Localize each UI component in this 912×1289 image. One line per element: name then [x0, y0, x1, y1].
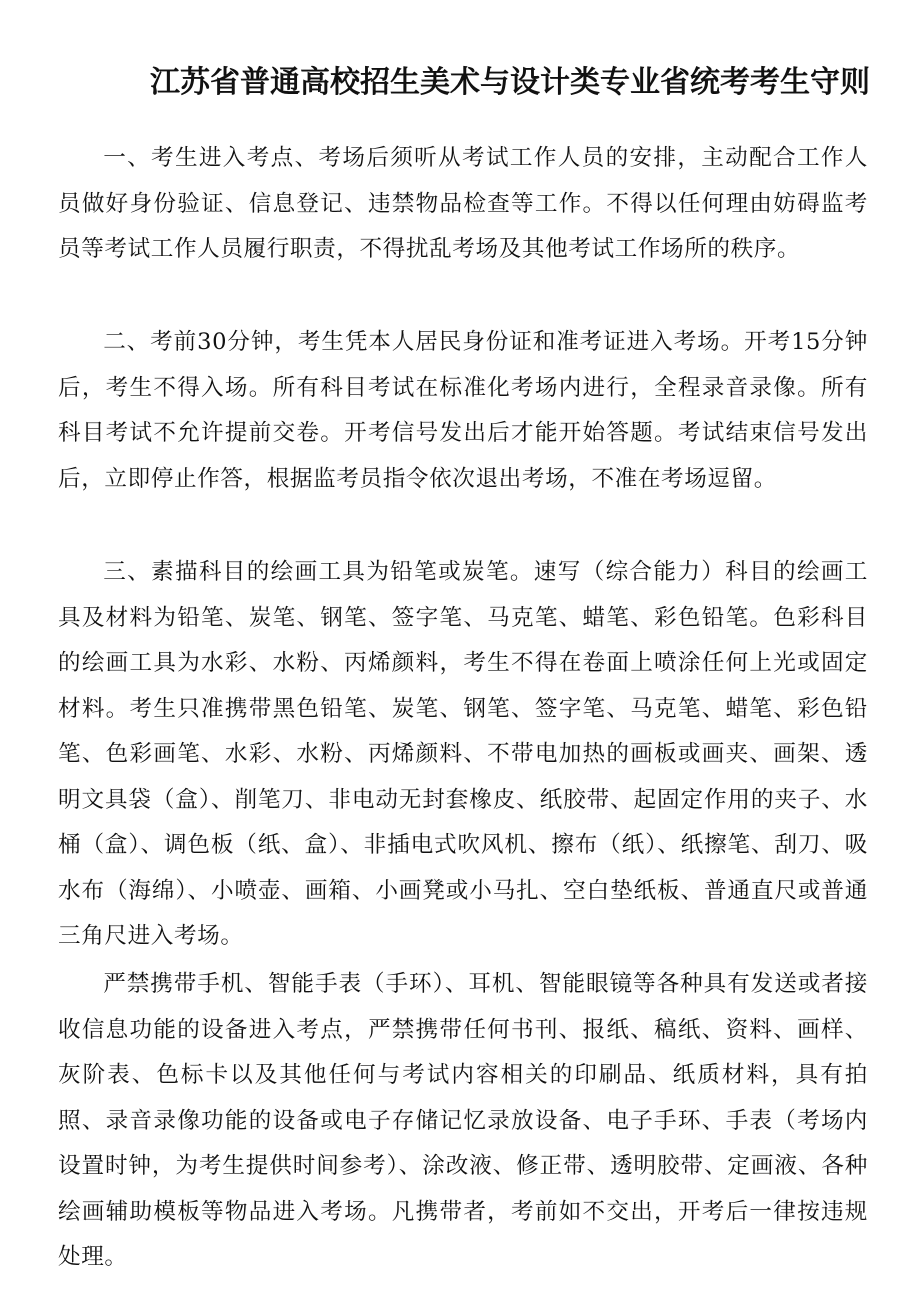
rule-paragraph-1: 一、考生进入考点、考场后须听从考试工作人员的安排，主动配合工作人员做好身份验证、信息登记、违禁物品检查等工作。不得以任何理由妨碍监考员等考试工作人员履行职责，不得扰乱考场及其他考试工作场所的秩序。: [58, 145, 868, 262]
rule-paragraph-2: 二、考前30分钟，考生凭本人居民身份证和准考证进入考场。开考15分钟后，考生不得入场。所有科目考试在标准化考场内进行，全程录音录像。所有科目考试不允许提前交卷。开考信号发出后才能开始答题。考试结束信号发出后，立即停止作答，根据监考员指令依次退出考场，不准在考场逗留。: [58, 329, 868, 492]
rule-paragraph-3: 三、素描科目的绘画工具为铅笔或炭笔。速写（综合能力）科目的绘画工具及材料为铅笔、炭笔、钢笔、签字笔、马克笔、蜡笔、彩色铅笔。色彩科目的绘画工具为水彩、水粉、丙烯颜料，考生不得在卷面上喷涂任何上光或固定材料。考生只准携带黑色铅笔、炭笔、钢笔、签字笔、马克笔、蜡笔、彩色铅笔、色彩画笔、水彩、水粉、丙烯颜料、不带电加热的画板或画夹、画架、透明文具袋（盒）、削笔刀、非电动无封套橡皮、纸胶带、起固定作用的夹子、水桶（盒）、调色板（纸、盒）、非插电式吹风机、擦布（纸）、纸擦笔、刮刀、吸水布（海绵）、小喷壶、画箱、小画凳或小马扎、空白垫纸板、普通直尺或普通三角尺进入考场。: [58, 559, 868, 949]
document-title: 江苏省普通高校招生美术与设计类专业省统考考生守则: [150, 65, 870, 100]
rule-paragraph-4: 严禁携带手机、智能手表（手环）、耳机、智能眼镜等各种具有发送或者接收信息功能的设备进入考点，严禁携带任何书刊、报纸、稿纸、资料、画样、灰阶表、色标卡以及其他任何与考试内容相关的印刷品、纸质材料，具有拍照、录音录像功能的设备或电子存储记忆录放设备、电子手环、手表（考场内设置时钟，为考生提供时间参考）、涂改液、修正带、透明胶带、定画液、各种绘画辅助模板等物品进入考场。凡携带者，考前如不交出，开考后一律按违规处理。: [58, 971, 868, 1270]
